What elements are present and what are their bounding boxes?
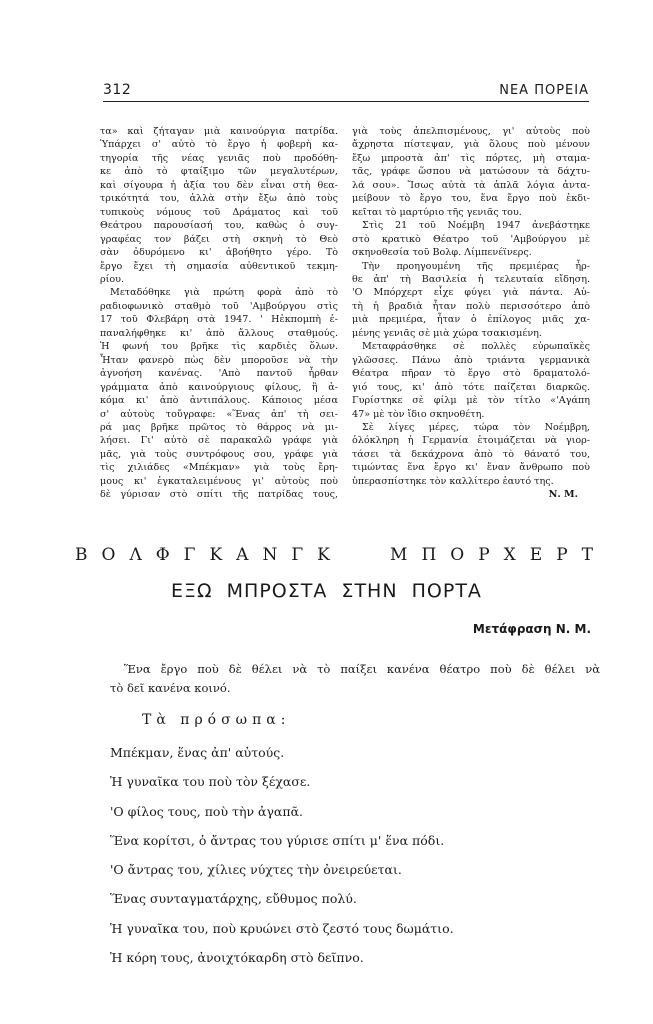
text-line: σὰν ὀδυρόμενο κι' ἀβοήθητο γέρο. Τὸ	[100, 247, 338, 259]
cast-member: Μπέκμαν, ἕνας ἀπ' αὐτούς.	[110, 745, 285, 760]
right-column	[352, 125, 590, 502]
text-line: γράμματα ἀπὸ καινούργιους φίλους, ἢ ἀ-	[100, 381, 338, 393]
text-line: ἔξω μπροστὰ ἀπ' τὶς πόρτες, μὴ σταμα-	[352, 152, 590, 164]
translator-credit: Μετάφραση Ν. Μ.	[472, 622, 591, 636]
author-letter: Φ	[155, 545, 170, 565]
cast-list	[110, 744, 454, 978]
author-letter: Τ	[581, 545, 593, 565]
text-line: μους κι' ἐγκαταλειμένους γι' αὐτοὺς ποὺ	[100, 475, 338, 487]
intro-line: τὸ δεῖ κανένα κοινό.	[110, 681, 231, 695]
cast-member: 'Ο φίλος τους, ποὺ τὴν ἀγαπᾶ.	[110, 803, 303, 819]
text-line: Μεταδόθηκε γιὰ πρώτη φορὰ ἀπὸ τὸ	[110, 287, 338, 299]
text-line: 'Ο Μπόρχερτ εἶχε φύγει γιὰ πάντα. Αὐ-	[352, 287, 590, 299]
author-letter: Μ	[390, 545, 408, 565]
text-line: παναλήφθηκε κι' ἀπὸ ἄλλους σταθμούς.	[100, 327, 338, 339]
cast-member: Ἕνας συνταγματάρχης, εὔθυμος πολύ.	[110, 891, 357, 907]
header-rule	[103, 101, 589, 102]
journal-title: ΝΕΑ ΠΟΡΕΙΑ	[499, 83, 589, 98]
intro-line: Ἕνα ἔργο ποὺ δὲ θέλει νὰ τὸ παίξει κανένα θέατρο ποὺ δὲ θέλει νὰ	[124, 662, 600, 676]
text-line: 47» μὲ τὸν ἴδιο σκηνοθέτη.	[352, 408, 485, 420]
text-line: τηγορία τῆς νέας γενιᾶς ποὺ προδόθη-	[100, 152, 338, 164]
text-line: ἄχρηστα πίστεψαν, γιὰ ὅλους ποὺ μένουν	[352, 139, 590, 151]
left-column	[100, 125, 338, 502]
cast-member: Ἡ γυναῖκα του, ποὺ κρυώνει στὸ ζεστό τους δωμάτιο.	[110, 920, 454, 936]
text-line: Γυρίστηκε σὲ φίλμ μὲ τὸν τίτλο «'Αγάπη	[352, 395, 590, 407]
text-line: τα» καὶ ζήταγαν μιὰ καινούργια πατρίδα.	[100, 126, 338, 137]
author-letter: Ν	[262, 545, 278, 565]
text-line: ρίου.	[100, 273, 125, 285]
text-line: δὲ γύρισαν στὸ σπίτι τῆς πατρίδας τους,	[100, 489, 338, 501]
author-letter: Χ	[503, 545, 516, 565]
text-line: γιό τους, κι' ἀπὸ τότε παίζεται διαρκῶς.	[352, 381, 590, 393]
text-line: μᾶς, γιὰ τοὺς συντρόφους σου, γράφε γιὰ	[100, 448, 338, 460]
author-letter: Β	[75, 545, 88, 565]
text-line: σ' αὐτοὺς τοὔγραφε: «Ἕνας ἀπ' τὴ σει-	[100, 408, 338, 420]
article-columns	[100, 125, 590, 502]
text-line: ἀγνοήση κανένας. 'Απὸ παντοῦ ἦρθαν	[100, 368, 338, 380]
text-line: γλῶσσες. Πάνω ἀπὸ τριάντα γερμανικὰ	[352, 354, 590, 366]
cast-member: 'Ο ἄντρας του, χίλιες νύχτες τὴν ὀνειρεύεται.	[110, 862, 402, 878]
text-line: θε ἀπ' τὴ Βασιλεία ἡ τελευταία εἴδηση.	[352, 273, 590, 285]
text-line: Θέατρα πῆραν τὸ ἔργο στὸ δραματολό-	[352, 368, 590, 380]
author-letter: Γ	[291, 545, 304, 565]
text-line: μείβουν τὸ ἔργο του, ἕνα ἔργο ποὺ ἐκδι-	[352, 193, 590, 205]
text-line: ραδιοφωνικὸ σταθμὸ τοῦ 'Αμβούργου στὶς	[100, 300, 338, 312]
text-line: τρικότητά του, ἀλλὰ στὴν ἔξω ἀπὸ τοὺς	[100, 193, 338, 205]
text-line: τυπικοὺς νόμους τοῦ Δράματος καὶ τοῦ	[100, 206, 338, 218]
text-line: τὶς χιλιάδες «Μπέκμαν» γιὰ τοὺς ἔρη-	[100, 462, 338, 474]
signature: Ν. Μ.	[548, 489, 578, 501]
text-line: Σὲ λίγες μέρες, τώρα τὸν Νοέμβρη,	[362, 421, 590, 433]
play-title: ΕΞΩ ΜΠΡΟΣΤΑ ΣΤΗΝ ΠΟΡΤΑ	[171, 580, 482, 602]
text-line: γραφέας τον βάζει στὴ σκηνὴ τὸ Θεὸ	[100, 233, 338, 245]
text-line: καὶ σίγουρα ἡ ἀξία του δὲν εἶναι στὴ θεα-	[100, 179, 338, 191]
text-line: Τὴν προηγουμένη τῆς πρεμιέρας ἦρ-	[362, 260, 590, 272]
cast-heading: Τὰ πρόσωπα:	[142, 712, 291, 728]
page-number: 312	[103, 82, 132, 98]
running-head	[103, 76, 589, 98]
text-line: Στὶς 21 τοῦ Νοέμβη 1947 ἀνεβάστηκε	[362, 220, 590, 232]
text-line: Ὑπάρχει σ' αὐτὸ τὸ ἔργο ἡ φοβερὴ κα-	[100, 139, 338, 151]
author-letter: Π	[421, 545, 437, 565]
text-line: λήσει. Γι' αὐτὸ σὲ παρακαλῶ γράφε γιὰ	[100, 435, 338, 447]
author-letter: Λ	[129, 545, 142, 565]
author-letter: Ο	[450, 545, 465, 565]
text-line: κόμα κι' ἀπὸ ἀντιπάλους. Κάποιος μέσα	[100, 395, 338, 407]
text-line: κεῖται τὸ μαρτύριο τῆς γενιᾶς του.	[352, 206, 522, 218]
text-line: τᾶς, γράφε ὥσπου νὰ ματώσουν τὰ δάχτυ-	[352, 166, 590, 178]
text-line: ἔργο ἔχει τὴ σημασία αὐθεντικοῦ τεκμη-	[100, 260, 338, 272]
text-line: Θεάτρου παρουσίασή του, καθὼς ὁ συγ-	[100, 220, 338, 232]
text-line: τάσει τὰ δεκάχρονα ἀπὸ τὸ θάνατό του,	[352, 448, 590, 460]
text-line: τὴ ἡ βραδιὰ ἦταν πολὺ περισσότερο ἀπὸ	[352, 300, 590, 312]
text-line: μιὰ πρεμιέρα, ἦταν ὁ ἐπίλογος μιᾶς χα-	[352, 314, 590, 326]
text-line: στὸ κρατικὸ Θέατρο τοῦ 'Αμβούργου μὲ	[352, 233, 590, 245]
text-line: ὁλόκληρη ἡ Γερμανία ἑτοιμάζεται νὰ γιορ-	[352, 435, 590, 447]
text-line: γιὰ τοὺς ἀπελπισμένους, γι' αὐτοὺς ποὺ	[352, 126, 590, 137]
text-line: Μεταφράσθηκε σὲ πολλὲς εὐρωπαϊκὲς	[362, 341, 590, 353]
text-line: σκηνοθεσία τοῦ Βολφ. Λίμπενέϊνερς.	[352, 247, 532, 259]
play-author	[75, 545, 593, 565]
author-letter: Κ	[317, 545, 330, 565]
author-letter: Ρ	[556, 545, 568, 565]
text-line: κε ἀπὸ τὸ φταίξιμο τῶν μεγαλυτέρων,	[100, 166, 338, 178]
text-line: ρά μας βρῆκε πρῶτος τὸ θάρρος νὰ μι-	[100, 421, 338, 433]
author-letter: Ε	[529, 545, 543, 565]
cast-member: Ἡ κόρη τους, ἀνοιχτόκαρδη στὸ δεῖπνο.	[110, 950, 364, 966]
author-letter: Ρ	[478, 545, 490, 565]
text-line: 17 τοῦ Φλεβάρη στὰ 1947. ' Ηἐκπομπὴ ἐ-	[100, 314, 338, 326]
author-first-name	[75, 545, 330, 565]
author-letter: Ο	[101, 545, 116, 565]
cast-member: Ἡ γυναῖκα του ποὺ τὸν ξέχασε.	[110, 774, 311, 790]
text-line: λά σου». Ἴσως αὐτὰ τὰ ἁπλᾶ λόγια ἀντα-	[352, 179, 590, 191]
author-letter: Κ	[209, 545, 223, 565]
text-line: ὑπερασπίστηκε τὸν καλλίτερο ἑαυτό της.	[352, 475, 554, 487]
text-line: μένης γενιᾶς σὲ μιὰ χώρα τσακισμένη.	[352, 327, 542, 339]
play-intro	[110, 660, 600, 698]
author-letter: Γ	[183, 545, 196, 565]
cast-member: Ἕνα κορίτσι, ὁ ἄντρας του γύρισε σπίτι μ' ἕνα πόδι.	[110, 832, 445, 848]
author-last-name	[390, 545, 593, 565]
text-line: Ἡ φωνή του βρῆκε τὶς καρδιὲς ὅλων.	[100, 341, 338, 353]
author-letter: Α	[236, 545, 249, 565]
text-line: τιμώντας ἕνα ἔργο κι' ἕναν ἄνθρωπο ποὺ	[352, 462, 590, 474]
text-line: Ἦταν φανερὸ πὼς δὲν μποροῦσε νὰ τὴν	[100, 354, 338, 366]
